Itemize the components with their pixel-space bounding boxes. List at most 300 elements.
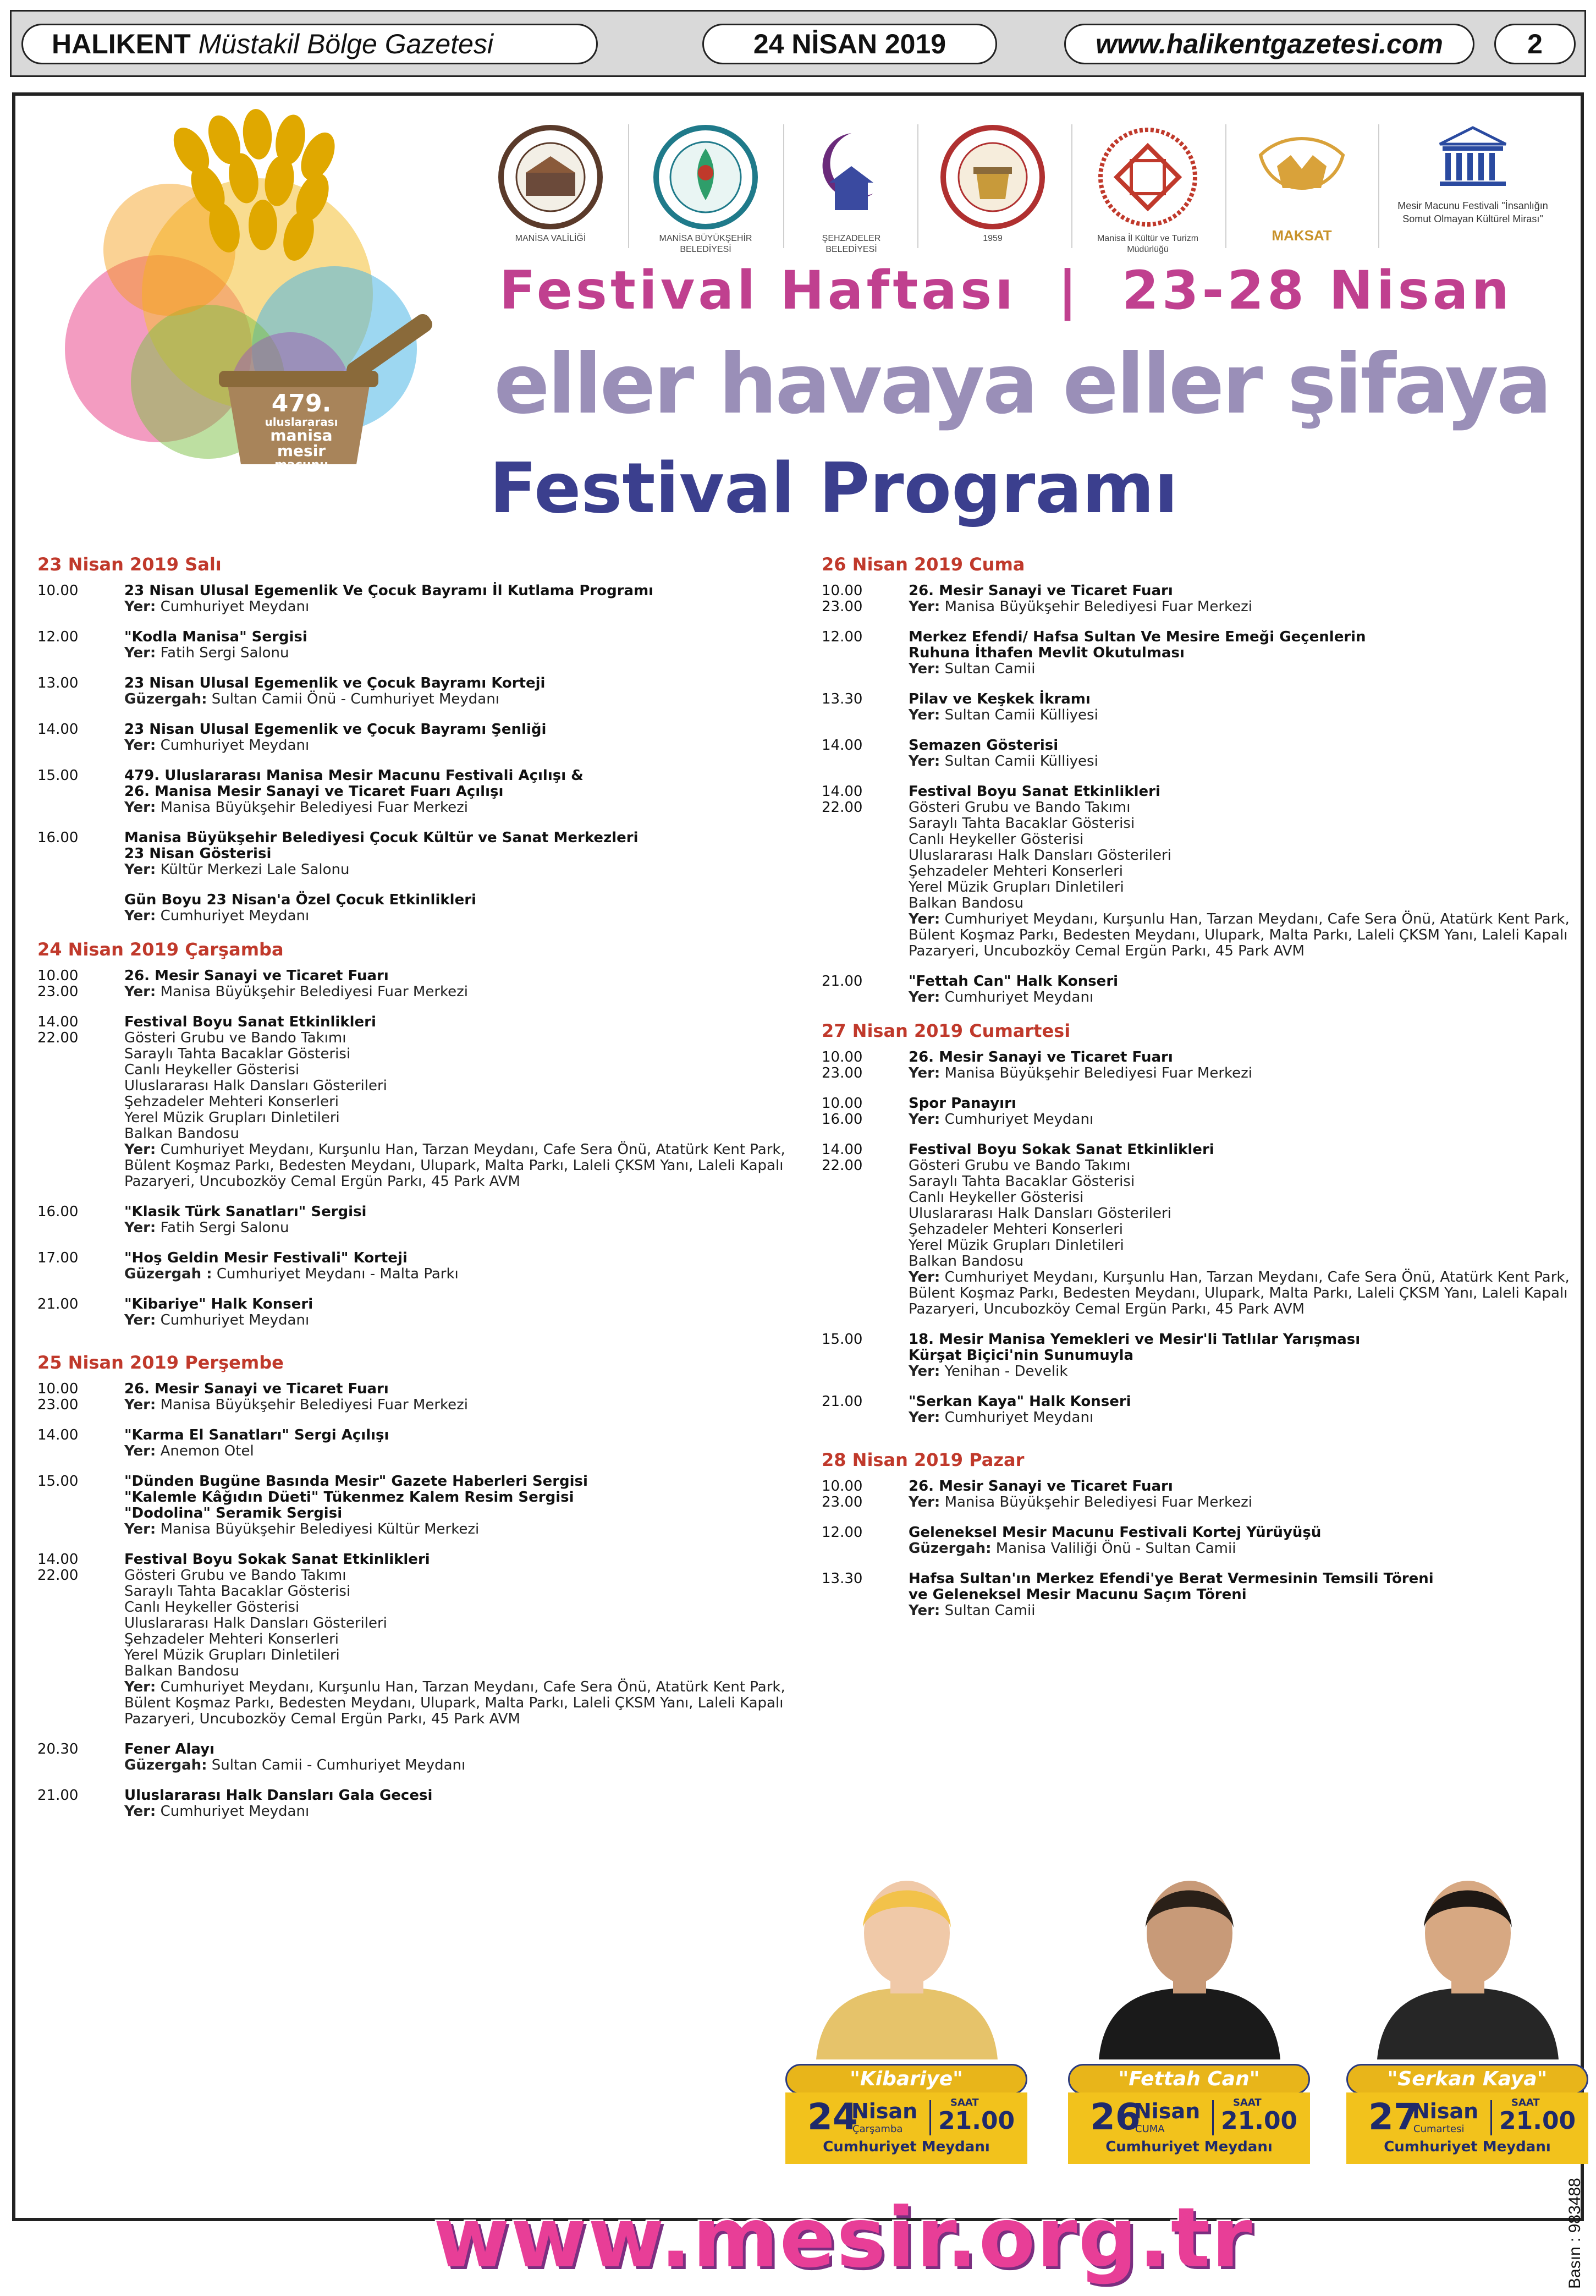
logo-manisa-valiligi	[487, 122, 614, 265]
event-time	[37, 1204, 124, 1236]
event-time	[37, 1297, 124, 1328]
event-location-value: Yenihan - Develik	[944, 1363, 1068, 1380]
event-details	[124, 722, 796, 754]
program-event	[822, 1394, 1570, 1426]
event-location	[124, 1220, 796, 1236]
event-time	[37, 675, 124, 707]
event-location	[909, 990, 1570, 1006]
concert-date-box	[1346, 2092, 1588, 2164]
event-location-value: Kültür Merkezi Lale Salonu	[160, 861, 350, 878]
logo-divider	[1071, 124, 1072, 248]
event-location-value: Sultan Camii	[944, 661, 1036, 677]
event-title: "Klasik Türk Sanatları" Sergisi	[124, 1204, 367, 1220]
program-event	[37, 722, 796, 754]
event-time	[37, 1250, 124, 1282]
program-event	[822, 784, 1570, 959]
festival-logo-line: manisa	[270, 426, 333, 444]
festival-logo	[26, 107, 477, 485]
program-column-right	[822, 553, 1570, 1633]
event-time	[822, 1394, 909, 1426]
event-location-label: Yer:	[909, 989, 940, 1006]
event-title: Manisa Büyükşehir Belediyesi Çocuk Kültür ve Sanat Merkezleri	[124, 830, 639, 846]
concert-saat-label: SAAT	[1233, 2097, 1262, 2108]
event-location	[909, 661, 1570, 677]
event-time-value: 13.30	[822, 691, 863, 707]
logo-buyuksehir	[642, 122, 769, 265]
event-title: "Fettah Can" Halk Konseri	[909, 973, 1119, 990]
logo-caption: ŞEHZADELER BELEDİYESİ	[822, 234, 881, 254]
logo-divider	[783, 124, 784, 248]
event-time-value: 17.00	[37, 1250, 79, 1266]
event-time	[37, 1014, 124, 1190]
event-location-label: Yer:	[909, 911, 940, 927]
artist-portrait-icon	[783, 1861, 1031, 2059]
program-event	[822, 974, 1570, 1006]
event-location-label: Güzergah :	[124, 1266, 212, 1282]
event-location	[909, 707, 1570, 723]
event-location-value: Manisa Büyükşehir Belediyesi Kültür Merkezi	[160, 1521, 480, 1537]
program-event	[822, 583, 1570, 615]
event-details	[909, 629, 1570, 677]
event-title: Spor Panayırı	[909, 1095, 1016, 1112]
event-title: "Serkan Kaya" Halk Konseri	[909, 1393, 1131, 1410]
event-location-value: Sultan Camii Külliyesi	[944, 707, 1098, 723]
event-details	[909, 1525, 1570, 1557]
event-title: "Dünden Bugüne Basında Mesir" Gazete Haberleri Sergisi	[124, 1473, 588, 1490]
event-location-label: Yer:	[124, 1443, 156, 1459]
logo-maksat	[1239, 122, 1365, 265]
event-location-value: Sultan Camii - Cumhuriyet Meydanı	[211, 1757, 466, 1773]
festival-week-headline	[499, 260, 1512, 321]
event-details	[909, 784, 1570, 959]
event-details	[124, 1297, 796, 1328]
program-event	[37, 583, 796, 615]
concert-saat-label: SAAT	[950, 2097, 979, 2108]
ministry-seal-icon	[1085, 122, 1211, 232]
event-subitem: Şehzadeler Mehteri Konserleri	[124, 1631, 339, 1647]
concert-month: Nisan	[1134, 2099, 1201, 2123]
artist-portrait-icon	[1066, 1861, 1313, 2059]
event-location-value: Manisa Valiliği Önü - Sultan Camii	[995, 1540, 1236, 1557]
program-event	[37, 1474, 796, 1537]
event-location-value: Fatih Sergi Salonu	[160, 645, 289, 661]
event-details	[124, 1474, 796, 1537]
event-subitem: Gösteri Grubu ve Bando Takımı	[124, 1567, 346, 1584]
event-time	[822, 1571, 909, 1619]
event-time	[37, 1474, 124, 1537]
event-location-value: Anemon Otel	[160, 1443, 254, 1459]
program-event	[37, 1742, 796, 1773]
event-location-label: Yer:	[909, 1269, 940, 1286]
event-time-value: 22.00	[37, 1030, 79, 1046]
event-location-value: Cumhuriyet Meydanı, Kurşunlu Han, Tarzan Meydanı, Cafe Sera Önü, Atatürk Kent Park, Bülent Koşmaz Parkı, Bedesten Meydanı, Ulupark, Malta Parkı, Laleli ÇKSM Yanı, Laleli Kapalı Pazaryeri, Uncubozköy Cemal Ergün Parkı, 45 Park AVM	[124, 1141, 785, 1190]
event-location	[124, 1266, 796, 1282]
program-event	[822, 1142, 1570, 1317]
event-subitem: Balkan Bandosu	[124, 1663, 239, 1679]
event-location-label: Yer:	[124, 1220, 156, 1236]
event-time	[37, 968, 124, 1000]
event-details	[124, 1250, 796, 1282]
event-location-value: Manisa Büyükşehir Belediyesi Fuar Merkezi	[944, 598, 1253, 615]
event-subitem: Gösteri Grubu ve Bando Takımı	[909, 799, 1131, 816]
event-time	[37, 1742, 124, 1773]
event-location-label: Güzergah:	[124, 1757, 207, 1773]
event-details	[124, 1204, 796, 1236]
event-location-label: Yer:	[909, 707, 940, 723]
artist-portrait-icon	[1344, 1861, 1592, 2059]
festival-number: 479.	[271, 389, 332, 418]
footer-url[interactable]: www.mesir.org.tr	[433, 2190, 1253, 2286]
event-subitem: Şehzadeler Mehteri Konserleri	[124, 1094, 339, 1110]
program-title: Festival Programı	[489, 448, 1178, 529]
event-location-label: Yer:	[124, 908, 156, 924]
concert-place: Cumhuriyet Meydanı	[1384, 2139, 1551, 2155]
event-location-label: Yer:	[909, 1065, 940, 1081]
event-subitem: Uluslararası Halk Dansları Gösterileri	[909, 847, 1171, 864]
event-time-value: 12.00	[37, 629, 79, 645]
association-seal-icon	[929, 122, 1056, 232]
event-time-value: 14.00	[822, 783, 863, 800]
event-title: "Kalemle Kâğıdın Düeti" Tükenmez Kalem Resim Sergisi	[124, 1489, 574, 1506]
logo-kultur-turizm	[1085, 122, 1211, 265]
event-title: Festival Boyu Sokak Sanat Etkinlikleri	[124, 1551, 430, 1568]
event-location-label: Güzergah:	[909, 1540, 992, 1557]
logo-unesco	[1390, 122, 1555, 265]
event-location-label: Yer:	[124, 861, 156, 878]
event-time-value: 20.30	[37, 1741, 79, 1757]
program-event	[37, 892, 796, 924]
event-location-value: Cumhuriyet Meydanı, Kurşunlu Han, Tarzan Meydanı, Cafe Sera Önü, Atatürk Kent Park, Bülent Koşmaz Parkı, Bedesten Meydanı, Ulupark, Malta Parkı, Laleli ÇKSM Yanı, Laleli Kapalı Pazaryeri, Uncubozköy Cemal Ergün Parkı, 45 Park AVM	[909, 911, 1570, 959]
event-time-value: 23.00	[37, 984, 79, 1000]
date-divider	[1212, 2100, 1214, 2135]
logo-caption: 1959	[983, 234, 1003, 243]
event-location-value: Sultan Camii	[944, 1602, 1036, 1619]
event-details	[909, 691, 1570, 723]
event-time	[822, 1525, 909, 1557]
event-location-value: Cumhuriyet Meydanı	[160, 737, 310, 754]
event-time-value: 13.00	[37, 675, 79, 691]
event-time-value: 22.00	[822, 799, 863, 816]
event-title: "Hoş Geldin Mesir Festivali" Korteji	[124, 1250, 408, 1266]
event-time-value: 21.00	[37, 1296, 79, 1312]
event-time-value: 14.00	[37, 1427, 79, 1443]
day-section	[822, 1020, 1570, 1426]
event-location	[124, 645, 796, 661]
logo-divider	[628, 124, 629, 248]
event-location	[124, 862, 796, 878]
event-time	[37, 722, 124, 754]
event-time	[822, 629, 909, 677]
event-location-value: Cumhuriyet Meydanı	[160, 598, 310, 615]
event-title: Semazen Gösterisi	[909, 737, 1059, 754]
festival-dates: 23-28 Nisan	[1121, 260, 1512, 321]
event-time-value: 14.00	[822, 1141, 863, 1158]
event-details	[124, 583, 796, 615]
event-time-value: 10.00	[822, 1095, 863, 1112]
program-event	[822, 629, 1570, 677]
event-time	[822, 1050, 909, 1081]
event-details	[124, 830, 796, 878]
event-subitem: Canlı Heykeller Gösterisi	[909, 831, 1084, 848]
event-location	[124, 1679, 796, 1727]
event-location	[909, 1364, 1570, 1380]
event-location-label: Yer:	[909, 1494, 940, 1510]
festival-logo-line: uluslararası	[265, 415, 338, 429]
page-number: 2	[1527, 29, 1543, 59]
event-location	[909, 1410, 1570, 1426]
event-location-value: Cumhuriyet Meydanı	[160, 1312, 310, 1328]
event-time-value: 10.00	[37, 1381, 79, 1397]
event-time-value: 10.00	[822, 583, 863, 599]
event-location-label: Yer:	[124, 737, 156, 754]
event-location-label: Yer:	[124, 1521, 156, 1537]
event-subitem: Balkan Bandosu	[124, 1125, 239, 1142]
event-details	[909, 1050, 1570, 1081]
event-time-value: 10.00	[822, 1049, 863, 1065]
event-location	[124, 1521, 796, 1537]
event-time	[37, 892, 124, 924]
event-location-label: Yer:	[124, 1679, 156, 1695]
concert-day: 27	[1368, 2096, 1419, 2138]
event-location-value: Manisa Büyükşehir Belediyesi Fuar Merkezi	[944, 1065, 1253, 1081]
concert-date-box	[785, 2092, 1027, 2164]
print-code-text: Basın : 983488	[1566, 2178, 1584, 2289]
paper-name-pill	[21, 24, 598, 64]
event-title: 26. Mesir Sanayi ve Ticaret Fuarı	[909, 583, 1173, 599]
event-location-label: Yer:	[124, 1397, 156, 1413]
event-time-value: 21.00	[822, 973, 863, 990]
event-time-value: 23.00	[37, 1397, 79, 1413]
event-time-value: 10.00	[822, 1478, 863, 1495]
program-event	[37, 675, 796, 707]
event-title: Hafsa Sultan'ın Merkez Efendi'ye Berat Vermesinin Temsili Töreni	[909, 1570, 1434, 1587]
event-location-value: Cumhuriyet Meydanı	[944, 989, 1094, 1006]
event-time	[37, 1552, 124, 1727]
event-time-value: 21.00	[822, 1393, 863, 1410]
day-section	[37, 553, 796, 924]
day-section	[822, 553, 1570, 1006]
event-location	[124, 984, 796, 1000]
event-details	[909, 1571, 1570, 1619]
logo-caption: Mesir Macunu Festivali "İnsanlığın Somut Olmayan Kültürel Mirası"	[1397, 200, 1548, 224]
event-details	[124, 1381, 796, 1413]
event-location-value: Cumhuriyet Meydanı - Malta Parkı	[216, 1266, 459, 1282]
event-title: 26. Mesir Sanayi ve Ticaret Fuarı	[909, 1049, 1173, 1065]
event-details	[124, 1788, 796, 1820]
event-location-label: Yer:	[124, 1803, 156, 1820]
program-event	[37, 1014, 796, 1190]
event-time-value: 22.00	[822, 1157, 863, 1174]
event-time	[37, 1427, 124, 1459]
event-title: 26. Mesir Sanayi ve Ticaret Fuarı	[909, 1478, 1173, 1495]
event-location-value: Manisa Büyükşehir Belediyesi Fuar Merkezi	[160, 984, 469, 1000]
logo-caption: Manisa İl Kültür ve Turizm Müdürlüğü	[1097, 234, 1199, 254]
concert-date-box	[1068, 2092, 1310, 2164]
event-location-label: Yer:	[124, 1141, 156, 1158]
governorship-seal-icon	[487, 122, 614, 232]
concert-weekday: Cumartesi	[1413, 2123, 1465, 2135]
event-details	[909, 583, 1570, 615]
logo-caption: MANİSA VALİLİĞİ	[515, 234, 586, 243]
event-details	[909, 974, 1570, 1006]
event-title: "Kodla Manisa" Sergisi	[124, 629, 307, 645]
event-location	[124, 599, 796, 615]
event-location	[909, 911, 1570, 959]
event-time	[37, 629, 124, 661]
event-title: Geleneksel Mesir Macunu Festivali Kortej Yürüyüşü	[909, 1524, 1322, 1541]
event-subitem: Şehzadeler Mehteri Konserleri	[909, 863, 1124, 880]
event-title: Uluslararası Halk Dansları Gala Gecesi	[124, 1787, 433, 1804]
date-pill	[702, 24, 997, 64]
artist-photo	[1066, 1861, 1313, 2059]
program-event	[37, 1250, 796, 1282]
event-subitem: Saraylı Tahta Bacaklar Gösterisi	[124, 1046, 351, 1062]
event-title: Pilav ve Keşkek İkramı	[909, 691, 1091, 707]
print-code	[1559, 2131, 1592, 2296]
event-title: Festival Boyu Sokak Sanat Etkinlikleri	[909, 1141, 1214, 1158]
program-event	[822, 1050, 1570, 1081]
headline-separator: |	[1058, 260, 1081, 321]
event-time	[37, 583, 124, 615]
program-column-left	[37, 553, 796, 1834]
day-header: 26 Nisan 2019 Cuma	[822, 554, 1025, 575]
event-time-value: 14.00	[37, 721, 79, 738]
event-location	[124, 1397, 796, 1413]
event-details	[124, 768, 796, 816]
event-title: Fener Alayı	[124, 1741, 214, 1757]
event-details	[124, 675, 796, 707]
event-details	[909, 1332, 1570, 1380]
event-location	[124, 908, 796, 924]
program-event	[37, 1381, 796, 1413]
event-details	[124, 629, 796, 661]
event-time	[822, 1096, 909, 1128]
event-location-label: Yer:	[909, 1111, 940, 1128]
event-subitem: Gösteri Grubu ve Bando Takımı	[909, 1157, 1131, 1174]
festival-week-label: Festival Haftası	[499, 260, 1017, 321]
logo-caption: MAKSAT	[1272, 227, 1332, 244]
program-event	[37, 1552, 796, 1727]
event-location	[124, 691, 796, 707]
event-location-value: Manisa Büyükşehir Belediyesi Fuar Merkezi	[944, 1494, 1253, 1510]
event-location-value: Cumhuriyet Meydanı	[160, 908, 310, 924]
concert-place: Cumhuriyet Meydanı	[823, 2139, 990, 2155]
event-location	[909, 1541, 1570, 1557]
issue-date: 24 NİSAN 2019	[753, 29, 946, 59]
event-location	[124, 1757, 796, 1773]
event-time-value: 12.00	[822, 1524, 863, 1541]
concert-saat-label: SAAT	[1511, 2097, 1540, 2108]
event-time-value: 15.00	[822, 1331, 863, 1348]
program-event	[37, 1297, 796, 1328]
concert-weekday: Çarşamba	[852, 2123, 903, 2135]
event-location	[909, 1495, 1570, 1510]
event-details	[909, 1479, 1570, 1510]
newspaper-header	[10, 10, 1586, 77]
event-subitem: Yerel Müzik Grupları Dinletileri	[909, 1237, 1124, 1254]
event-subitem: Saraylı Tahta Bacaklar Gösterisi	[909, 1173, 1135, 1190]
program-event	[37, 629, 796, 661]
event-title: "Kibariye" Halk Konseri	[124, 1296, 313, 1312]
event-time-value: 22.00	[37, 1567, 79, 1584]
program-event	[822, 691, 1570, 723]
event-time-value: 14.00	[822, 737, 863, 754]
event-location	[909, 1270, 1570, 1317]
program-event	[37, 768, 796, 816]
event-location-value: Sultan Camii Külliyesi	[944, 753, 1098, 770]
event-time-value: 10.00	[37, 968, 79, 984]
concert-month: Nisan	[1412, 2099, 1479, 2123]
event-time	[822, 583, 909, 615]
logo-mesir-dernegi	[929, 122, 1056, 265]
event-details	[124, 1427, 796, 1459]
event-time	[37, 1788, 124, 1820]
event-location-label: Yer:	[124, 799, 156, 816]
program-event	[822, 1332, 1570, 1380]
event-subitem: Canlı Heykeller Gösterisi	[124, 1062, 300, 1078]
concert-place: Cumhuriyet Meydanı	[1105, 2139, 1273, 2155]
page-number-pill	[1494, 24, 1576, 64]
event-time-value: 21.00	[37, 1787, 79, 1804]
event-location	[909, 754, 1570, 770]
event-subitem: Balkan Bandosu	[909, 895, 1023, 911]
artist-name: "Fettah Can"	[1068, 2064, 1310, 2095]
festival-logo-line: macunu	[274, 458, 328, 472]
event-location-label: Yer:	[909, 661, 940, 677]
event-time-value: 23.00	[822, 1494, 863, 1510]
event-title: "Karma El Sanatları" Sergi Açılışı	[124, 1427, 389, 1443]
event-location-value: Fatih Sergi Salonu	[160, 1220, 289, 1236]
day-header: 24 Nisan 2019 Çarşamba	[37, 939, 284, 960]
event-location	[124, 738, 796, 754]
event-time-value: 15.00	[37, 1473, 79, 1490]
program-event	[37, 1427, 796, 1459]
event-location-label: Yer:	[909, 598, 940, 615]
event-time-value: 14.00	[37, 1551, 79, 1568]
event-subitem: Gösteri Grubu ve Bando Takımı	[124, 1030, 346, 1046]
event-details	[124, 1742, 796, 1773]
program-event	[37, 830, 796, 878]
event-subitem: Uluslararası Halk Dansları Gösterileri	[909, 1205, 1171, 1222]
program-event	[822, 1571, 1570, 1619]
day-header: 25 Nisan 2019 Perşembe	[37, 1352, 284, 1373]
event-subitem: Balkan Bandosu	[909, 1253, 1023, 1270]
event-location-value: Cumhuriyet Meydanı	[160, 1803, 310, 1820]
event-time	[822, 738, 909, 770]
advertisement-frame	[12, 92, 1584, 2289]
event-location-value: Cumhuriyet Meydanı	[944, 1111, 1094, 1128]
paper-name: HALIKENT	[52, 29, 191, 59]
event-title: 23 Nisan Ulusal Egemenlik ve Çocuk Bayramı Korteji	[124, 675, 546, 691]
event-subitem: Uluslararası Halk Dansları Gösterileri	[124, 1615, 387, 1632]
event-time-value: 10.00	[37, 583, 79, 599]
event-location-value: Manisa Büyükşehir Belediyesi Fuar Merkezi	[160, 799, 469, 816]
program-event	[822, 1525, 1570, 1557]
event-title: 26. Mesir Sanayi ve Ticaret Fuarı	[124, 968, 389, 984]
website-pill	[1064, 24, 1474, 64]
program-event	[822, 1479, 1570, 1510]
municipality-seal-icon	[642, 122, 769, 232]
day-header: 23 Nisan 2019 Salı	[37, 554, 222, 575]
event-location-label: Güzergah:	[124, 691, 207, 707]
slogan: eller havaya eller şifaya	[494, 337, 1550, 432]
concert-month: Nisan	[851, 2099, 918, 2123]
event-location	[124, 1443, 796, 1459]
event-time-value: 13.30	[822, 1570, 863, 1587]
event-time-value: 12.00	[822, 629, 863, 645]
event-location-label: Yer:	[124, 645, 156, 661]
concert-day: 24	[807, 2096, 858, 2138]
